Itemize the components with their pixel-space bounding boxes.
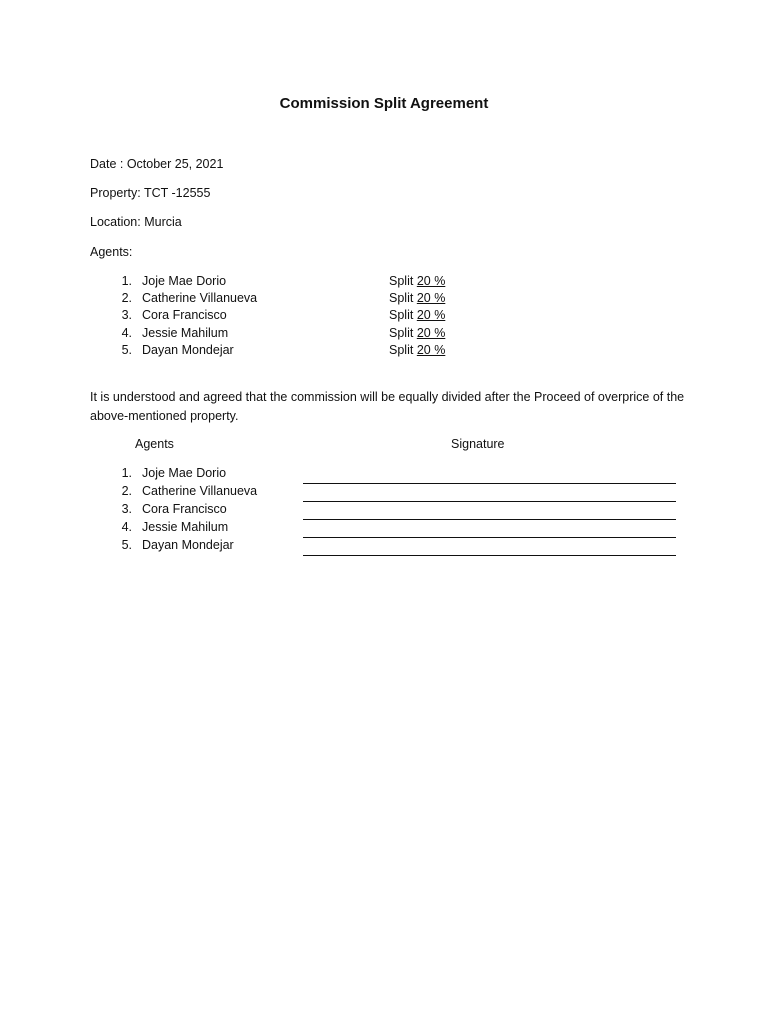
- agent-split-row: [0, 326, 768, 344]
- split-value: [389, 343, 445, 357]
- split-label: Split: [389, 343, 414, 357]
- signature-line[interactable]: [303, 555, 676, 556]
- agent-split-row: [0, 291, 768, 309]
- agent-split-row: [0, 308, 768, 326]
- split-label: Split: [389, 326, 414, 340]
- location-field: Location: Murcia: [90, 215, 182, 229]
- split-value: [389, 291, 445, 305]
- split-percent: 20 %: [416, 308, 446, 322]
- list-number: 4.: [121, 520, 132, 534]
- agents-column-header: Agents: [135, 437, 174, 451]
- agreement-paragraph: It is understood and agreed that the commission will be equally divided after the Proceed of overprice of the above-mentioned property.: [90, 390, 685, 423]
- signature-row: [0, 466, 768, 484]
- split-label: Split: [389, 274, 414, 288]
- split-value: [389, 274, 445, 288]
- split-percent: 20 %: [416, 274, 446, 288]
- list-number: 5.: [121, 343, 132, 357]
- agent-name: Cora Francisco: [142, 502, 227, 516]
- agent-name: Joje Mae Dorio: [142, 466, 227, 480]
- list-number: 3.: [121, 502, 132, 516]
- signature-column-header: Signature: [451, 437, 505, 451]
- list-number: 2.: [121, 484, 132, 498]
- signature-row: [0, 484, 768, 502]
- list-number: 1.: [121, 274, 132, 288]
- list-number: 2.: [121, 291, 132, 305]
- agent-name: Joje Mae Dorio: [142, 274, 227, 288]
- signature-row: [0, 520, 768, 538]
- agent-split-row: [0, 343, 768, 361]
- split-label: Split: [389, 308, 414, 322]
- property-field: Property: TCT -12555: [90, 186, 211, 200]
- agent-name: Cora Francisco: [142, 308, 227, 322]
- agent-name: Jessie Mahilum: [142, 326, 229, 340]
- split-value: [389, 326, 445, 340]
- list-number: 4.: [121, 326, 132, 340]
- agent-name: Catherine Villanueva: [142, 484, 258, 498]
- agent-name: Dayan Mondejar: [142, 538, 234, 552]
- split-value: [389, 308, 445, 322]
- signature-row: [0, 538, 768, 556]
- signature-row: [0, 502, 768, 520]
- split-label: Split: [389, 291, 414, 305]
- date-field: Date : October 25, 2021: [90, 157, 224, 171]
- agent-name: Jessie Mahilum: [142, 520, 229, 534]
- split-percent: 20 %: [416, 343, 446, 357]
- agent-split-row: [0, 274, 768, 292]
- agent-name: Dayan Mondejar: [142, 343, 234, 357]
- list-number: 1.: [121, 466, 132, 480]
- split-percent: 20 %: [416, 326, 446, 340]
- list-number: 5.: [121, 538, 132, 552]
- document-title: Commission Split Agreement: [279, 95, 489, 112]
- agent-name: Catherine Villanueva: [142, 291, 258, 305]
- list-number: 3.: [121, 308, 132, 322]
- agents-label: Agents:: [90, 245, 133, 259]
- split-percent: 20 %: [416, 291, 446, 305]
